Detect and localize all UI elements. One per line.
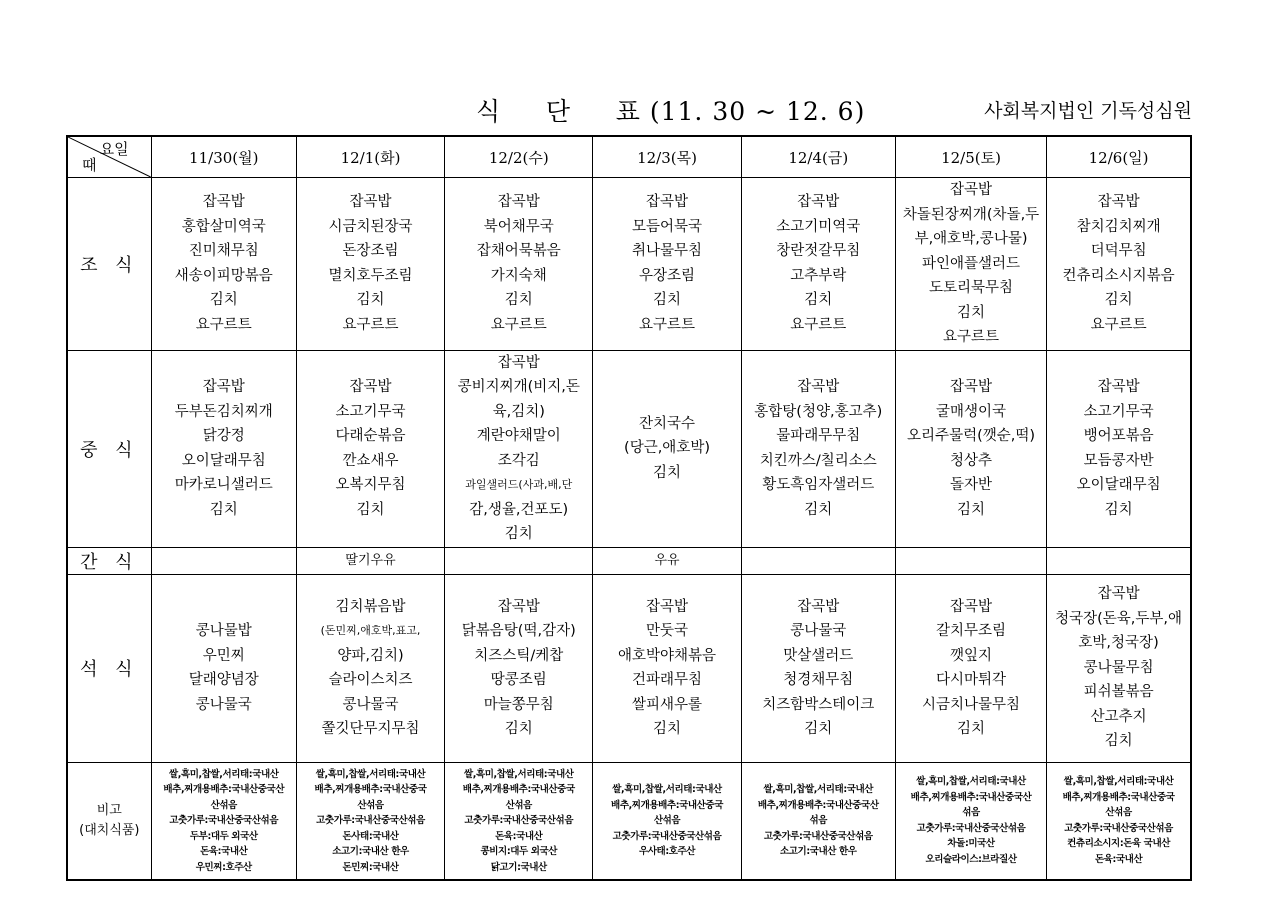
day-header: 12/6(일): [1047, 136, 1191, 178]
menu-item: 치즈함박스테이크: [762, 696, 875, 713]
menu-item: 잡곡밥: [950, 598, 993, 615]
menu-cell: [895, 547, 1046, 574]
title-row: [66, 92, 1192, 128]
menu-item: 잡곡밥: [349, 379, 392, 395]
menu-item: 육,김치): [492, 403, 545, 420]
origin-note-line: 돈육:국내산: [200, 846, 248, 857]
menu-item: 시금치나물무침: [922, 696, 1021, 713]
menu-cell: [296, 574, 444, 762]
menu-item: 우민찌: [202, 647, 245, 664]
origin-note-cell: [445, 762, 593, 880]
origin-note-cell: [895, 762, 1046, 880]
origin-note-line: 소고기:국내산 한우: [332, 846, 409, 857]
menu-cell: [151, 574, 296, 762]
menu-item: 잡채어묵볶음: [476, 243, 561, 260]
menu-item: 부,애호박,콩나물): [914, 231, 1028, 247]
origin-note-line: 산섞음: [653, 815, 681, 826]
menu-cell: [741, 350, 895, 547]
menu-cell: [593, 350, 741, 547]
organization-name: 사회복지법인 기독성심원: [984, 100, 1192, 122]
page-title: 식 단 표 (11. 30 ~ 12. 6): [476, 97, 866, 126]
menu-item: 잡곡밥: [797, 194, 840, 211]
menu-item: 김치: [653, 292, 682, 309]
notes-row: [67, 762, 1191, 880]
menu-item: 김치: [957, 501, 986, 518]
menu-cell: [1047, 350, 1191, 547]
origin-note-cell: [296, 762, 444, 880]
menu-cell: [296, 178, 444, 351]
origin-note-line: 배추,찌개용배추:국내산중국산: [910, 791, 1032, 803]
menu-item: 뱅어포볶음: [1083, 428, 1154, 444]
menu-item: 돌자반: [950, 477, 993, 493]
origin-note-line: 배추,찌개용배추:국내산중국: [611, 799, 723, 811]
origin-note-line: 산섞음: [505, 799, 532, 811]
menu-cell: [593, 547, 741, 574]
menu-item: 김치: [209, 501, 238, 518]
menu-item: 잡곡밥: [497, 598, 540, 615]
origin-note-line: 고춧가루:국내산중국산섞음: [1064, 822, 1173, 834]
menu-item: 콩나물밥: [195, 623, 252, 639]
menu-cell: [151, 350, 296, 547]
menu-item: 치킨까스/칠리소스: [759, 452, 877, 469]
menu-item: 쫄깃단무지무침: [321, 721, 420, 737]
menu-item: 닭강정: [202, 428, 245, 444]
meal-label: 석 식: [67, 574, 151, 762]
menu-item: 참치김치찌개: [1076, 218, 1161, 235]
menu-item: 콩나물국: [195, 696, 252, 713]
origin-note-line: 오리슬라이스:브라질산: [925, 853, 1017, 865]
origin-note-line: 고춧가루:국내산중국산섞음: [464, 815, 574, 826]
menu-item: 요구르트: [639, 316, 696, 333]
menu-item: 잡곡밥: [202, 379, 245, 395]
menu-item: 창란젓갈무침: [776, 243, 861, 260]
menu-item: 김치: [1104, 733, 1133, 750]
day-header: 12/2(수): [445, 136, 593, 178]
menu-item: 김치: [957, 721, 986, 737]
origin-note-line: 쌀,흑미,찹쌀,서리태:국내산: [315, 768, 426, 780]
menu-item: 우유: [654, 552, 680, 568]
menu-item: 건파래무침: [631, 672, 703, 688]
origin-note-line: 돈민찌:국내산: [342, 861, 399, 873]
menu-item: 요구르트: [790, 316, 847, 333]
menu-item: 두부돈김치찌개: [174, 403, 273, 420]
menu-item: 오이달래무침: [1076, 477, 1161, 493]
origin-note-line: 두부:대두 외국산: [189, 830, 258, 842]
menu-item: 마카로니샐러드: [174, 477, 273, 493]
menu-item: 소고기무국: [1083, 403, 1154, 420]
menu-item: 갈치무조림: [936, 623, 1007, 639]
origin-note-line: 고춧가루:국내산중국산섞음: [612, 830, 722, 842]
origin-note-line: 고춧가루:국내산중국산섞음: [169, 815, 279, 826]
menu-item: 잡곡밥: [950, 379, 993, 395]
menu-item: 김치: [356, 292, 385, 309]
menu-item: 잡곡밥: [646, 194, 689, 211]
menu-item: 돈장조림: [342, 243, 399, 260]
corner-day-label: 요일: [99, 140, 129, 158]
menu-item: 잡곡밥: [797, 598, 840, 615]
origin-note-line: 배추,찌개용배추:국내산중국산: [757, 799, 879, 811]
menu-item: 계란야채말이: [476, 428, 561, 444]
day-header: 12/4(금): [741, 136, 895, 178]
menu-item: 오리주물럭(깻순,떡): [907, 428, 1036, 444]
menu-item: 김치: [653, 721, 682, 737]
origin-note-line: 콩비지:대두 외국산: [480, 846, 558, 857]
menu-item: 피쉬볼볶음: [1083, 684, 1154, 701]
origin-note-line: 산섞음: [1105, 807, 1132, 819]
origin-note-line: 배추,찌개용배추:국내산중국: [462, 784, 575, 795]
origin-note-line: 쌀,흑미,찹쌀,서리태:국내산: [612, 784, 722, 795]
menu-item: 맛살샐러드: [783, 647, 854, 664]
day-header: 12/5(토): [895, 136, 1046, 178]
origin-note-line: 산섞음: [357, 799, 384, 811]
menu-item: 소고기무국: [335, 403, 406, 420]
origin-note-line: 배추,찌개용배추:국내산중국: [1062, 791, 1175, 803]
day-header: 11/30(월): [151, 136, 296, 178]
origin-note-line: 우사태:호주산: [638, 846, 696, 857]
menu-item: 멸치호두조림: [328, 267, 413, 284]
notes-label: [67, 762, 151, 880]
header-row: [67, 136, 1191, 178]
origin-note-cell: [1047, 762, 1191, 880]
menu-cell: [1047, 547, 1191, 574]
menu-item: 잡곡밥: [646, 598, 689, 615]
menu-item: 가지숙채: [490, 267, 547, 284]
meal-label: 중 식: [67, 350, 151, 547]
menu-item: 김치: [356, 501, 385, 518]
menu-item: 다시마튀각: [936, 672, 1007, 688]
origin-note-line: 배추,찌개용배추:국내산중국산: [163, 784, 285, 795]
menu-cell: [593, 574, 741, 762]
menu-cell: [1047, 574, 1191, 762]
menu-item: 모듬콩자반: [1083, 452, 1154, 469]
menu-cell: [593, 178, 741, 351]
menu-item: (당근,애호박): [624, 440, 710, 457]
menu-cell: [151, 547, 296, 574]
origin-note-line: 돈사태:국내산: [342, 830, 399, 842]
menu-item: 김치: [804, 721, 833, 737]
origin-note-line: 차돌:미국산: [947, 838, 995, 850]
menu-item: 잡곡밥: [1097, 194, 1140, 211]
menu-item: 콩나물국: [790, 623, 847, 639]
menu-cell: [895, 350, 1046, 547]
menu-item: 콩나물무침: [1083, 659, 1154, 676]
meal-row: [67, 547, 1191, 574]
origin-note-line: 섞음: [809, 815, 828, 826]
meal-row: [67, 574, 1191, 762]
menu-item: 김치: [957, 304, 986, 321]
origin-note-line: 쌀,흑미,찹쌀,서리태:국내산: [916, 776, 1026, 788]
menu-item: 요구르트: [943, 329, 1000, 345]
menu-item: 요구르트: [490, 316, 547, 333]
menu-item: 요구르트: [342, 316, 399, 333]
menu-table: [66, 135, 1192, 881]
menu-item: 취나물무침: [631, 243, 703, 260]
menu-item: 닭볶음탕(떡,감자): [461, 623, 576, 639]
menu-item: 땅콩조림: [490, 672, 547, 688]
menu-item: 굴매생이국: [936, 403, 1007, 420]
menu-item: 다래순볶음: [335, 428, 406, 444]
origin-note-cell: [151, 762, 296, 880]
meal-row: [67, 178, 1191, 351]
menu-item: 김치: [504, 721, 533, 737]
menu-cell: [445, 178, 593, 351]
menu-item: 잡곡밥: [349, 194, 392, 211]
menu-item: 홍합살미역국: [181, 218, 266, 235]
menu-item: 소고기미역국: [776, 218, 861, 235]
menu-cell: [741, 547, 895, 574]
meal-row: [67, 350, 1191, 547]
menu-item: 잡곡밥: [950, 182, 993, 198]
menu-item: 요구르트: [195, 316, 252, 333]
menu-cell: [895, 574, 1046, 762]
menu-cell: [445, 547, 593, 574]
menu-item: 김치: [653, 464, 682, 481]
origin-note-line: 우민찌:호주산: [195, 861, 252, 873]
menu-item: 감,생율,건포도): [469, 501, 569, 518]
menu-item: 청상추: [950, 452, 993, 469]
menu-item: 김치: [1104, 292, 1133, 309]
menu-cell: [445, 574, 593, 762]
origin-note-line: 쌀,흑미,찹쌀,서리태:국내산: [763, 784, 874, 795]
origin-note-line: 쌀,흑미,찹쌀,서리태:국내산: [463, 768, 574, 780]
menu-cell: [1047, 178, 1191, 351]
menu-item: 김치: [804, 292, 833, 309]
menu-item: 조각김: [497, 452, 540, 469]
menu-item: 청국장(돈육,두부,애: [1055, 610, 1183, 627]
menu-item: 진미채무침: [188, 243, 259, 260]
menu-item: 깻잎지: [950, 647, 993, 664]
origin-note-line: 섞음: [962, 807, 980, 819]
menu-item: 김치볶음밥: [335, 598, 406, 615]
menu-item: 애호박야채볶음: [617, 647, 717, 664]
menu-item: 더덕무침: [1090, 243, 1147, 260]
notes-label-line: 비고: [96, 802, 122, 818]
menu-item: (돈민찌,애호박,표고,: [320, 624, 421, 637]
menu-cell: [741, 574, 895, 762]
menu-cell: [741, 178, 895, 351]
notes-label-line: (대치식품): [79, 822, 140, 838]
origin-note-line: 소고기:국내산 한우: [780, 846, 857, 857]
menu-item: 마늘쫑무침: [483, 696, 554, 713]
menu-item: 콩비지찌개(비지,돈: [457, 379, 580, 395]
menu-item: 북어채무국: [483, 218, 554, 235]
menu-item: 잡곡밥: [202, 194, 245, 211]
menu-item: 시금치된장국: [328, 218, 413, 235]
menu-item: 차돌된장찌개(차돌,두: [902, 206, 1040, 223]
menu-item: 김치: [1104, 501, 1133, 518]
menu-item: 우장조림: [639, 267, 696, 284]
menu-item: 모듬어묵국: [631, 218, 703, 235]
menu-item: 양파,김치): [337, 647, 404, 664]
origin-note-cell: [593, 762, 741, 880]
menu-item: 산고추지: [1090, 708, 1147, 725]
day-header: 12/1(화): [296, 136, 444, 178]
menu-item: 쌀피새우롤: [631, 696, 703, 713]
menu-item: 도토리묵무침: [929, 280, 1014, 296]
menu-item: 물파래무무침: [776, 428, 861, 444]
menu-item: 깐쇼새우: [342, 452, 399, 469]
origin-note-line: 산섞음: [210, 799, 237, 811]
corner-meal-label: 때: [82, 156, 97, 174]
menu-item: 청경채무침: [783, 672, 854, 688]
menu-item: 잡곡밥: [1097, 379, 1140, 395]
menu-item: 잡곡밥: [497, 354, 540, 371]
menu-item: 김치: [504, 526, 533, 542]
menu-item: 오이달래무침: [181, 452, 266, 469]
meal-label: 조 식: [67, 178, 151, 351]
menu-item: 슬라이스치즈: [328, 672, 413, 688]
menu-cell: [296, 350, 444, 547]
menu-item: 치즈스틱/케찹: [474, 647, 564, 664]
menu-item: 김치: [209, 292, 238, 309]
day-header: 12/3(목): [593, 136, 741, 178]
origin-note-line: 고춧가루:국내산중국산섞음: [916, 822, 1026, 834]
origin-note-line: 쌀,흑미,찹쌀,서리태:국내산: [1063, 776, 1174, 788]
corner-cell: [67, 136, 151, 178]
menu-item: 만둣국: [646, 623, 689, 639]
menu-item: 황도흑임자샐러드: [762, 477, 875, 493]
menu-item: 잡곡밥: [797, 379, 840, 395]
menu-item: 요구르트: [1090, 316, 1147, 333]
origin-note-line: 컨츄리소시지:돈육 국내산: [1067, 838, 1171, 850]
menu-item: 오복지무침: [335, 477, 406, 493]
menu-item: 컨츄리소시지볶음: [1062, 267, 1175, 284]
menu-item: 김치: [804, 501, 833, 518]
origin-note-cell: [741, 762, 895, 880]
menu-cell: [296, 547, 444, 574]
menu-item: 새송이피망볶음: [174, 267, 273, 284]
origin-note-line: 닭고기:국내산: [490, 861, 547, 873]
menu-item: 딸기우유: [345, 552, 396, 568]
menu-item: 파인애플샐러드: [922, 255, 1021, 272]
meal-label: 간 식: [67, 547, 151, 574]
menu-cell: [445, 350, 593, 547]
origin-note-line: 배추,찌개용배추:국내산중국: [314, 784, 427, 795]
menu-item: 잡곡밥: [1097, 586, 1140, 603]
origin-note-line: 돈육:국내산: [495, 830, 543, 842]
origin-note-line: 고춧가루:국내산중국산섞음: [763, 830, 873, 842]
menu-item: 잔치국수: [639, 415, 696, 432]
menu-item: 홍합탕(청양,홍고추): [754, 403, 883, 420]
menu-item: 잡곡밥: [497, 194, 540, 211]
menu-item: 과일샐러드(사과,배,단: [465, 478, 573, 491]
menu-item: 고추부락: [790, 267, 847, 284]
origin-note-line: 고춧가루:국내산중국산섞음: [316, 815, 425, 826]
menu-item: 김치: [504, 292, 533, 309]
menu-item: 호박,청국장): [1078, 635, 1159, 652]
menu-item: 콩나물국: [342, 696, 399, 713]
menu-item: 달래양념장: [188, 672, 259, 688]
menu-cell: [895, 178, 1046, 351]
origin-note-line: 쌀,흑미,찹쌀,서리태:국내산: [168, 768, 279, 780]
origin-note-line: 돈육:국내산: [1094, 853, 1143, 865]
menu-cell: [151, 178, 296, 351]
